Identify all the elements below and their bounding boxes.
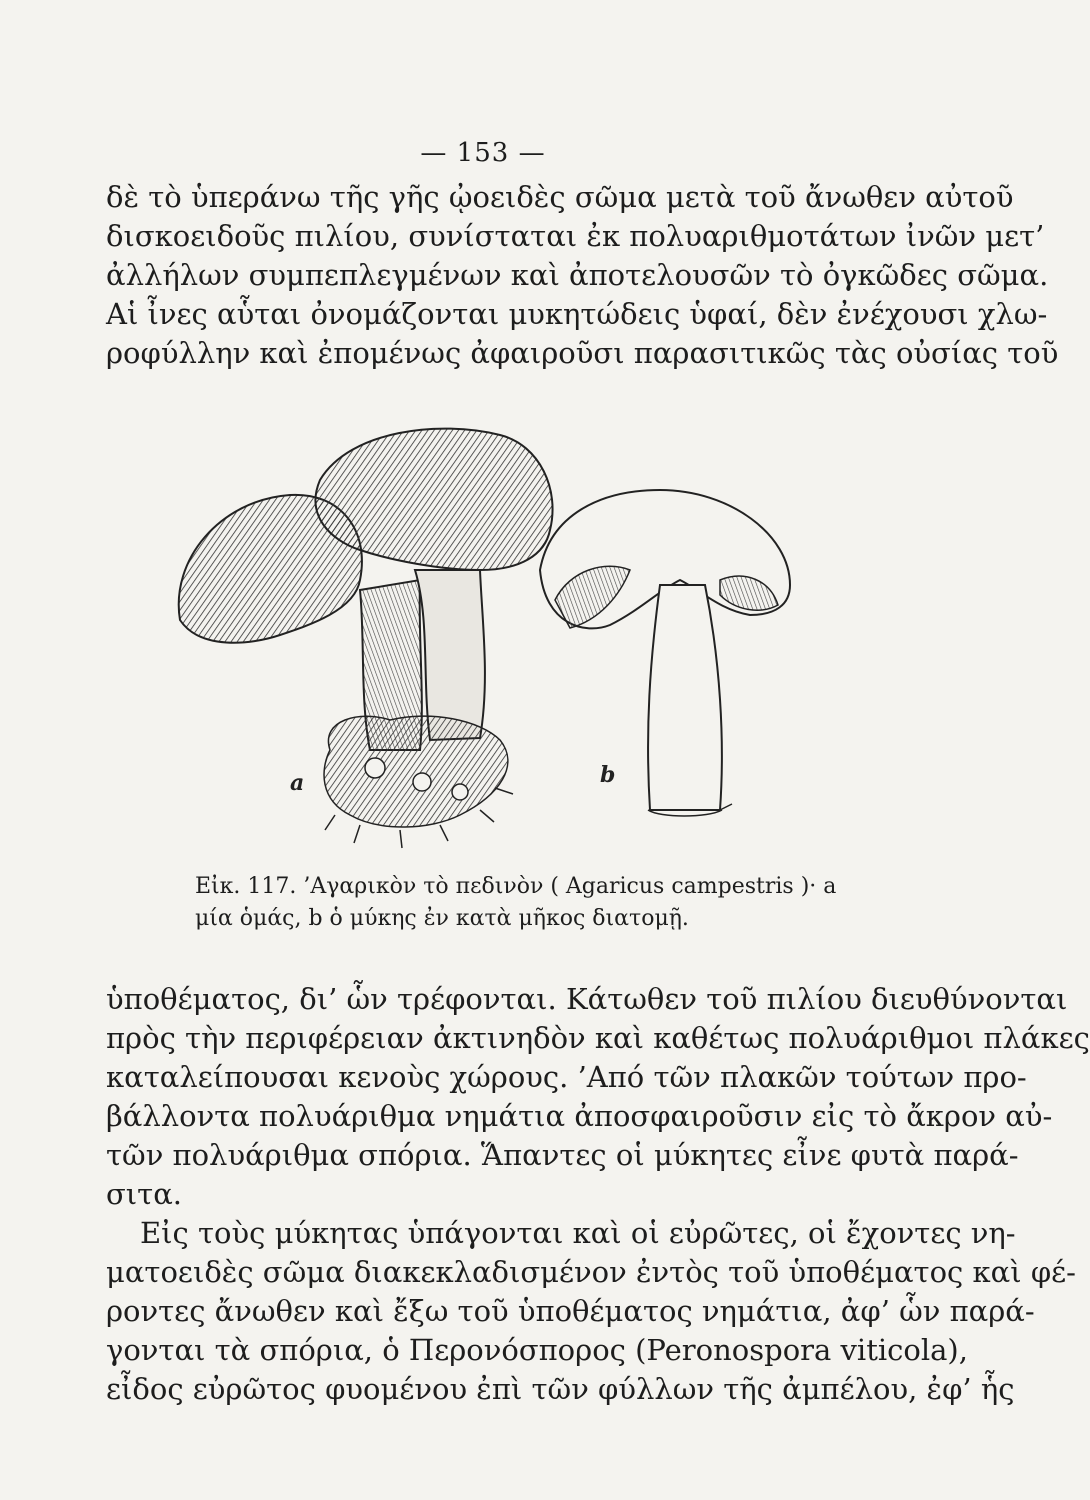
text-line: βάλλοντα πολυάριθμα νημάτια ἀποσφαιροῦσιν εἰς τὸ ἄκρον αὐ- <box>106 1099 1053 1133</box>
text-line: Εἰς τοὺς μύκητας ὑπάγονται καὶ οἱ εὐρῶτες, οἱ ἔχοντες νη- <box>140 1216 1016 1250</box>
text-line: ὑποθέματος, δι’ ὧν τρέφονται. Κάτωθεν τοῦ πιλίου διευθύνονται <box>106 982 1068 1016</box>
text-line: ἀλλήλων συμπεπλεγμένων καὶ ἀποτελουσῶν τὸ ὀγκῶδες σῶμα. <box>106 258 1049 292</box>
text-line: ροντες ἄνωθεν καὶ ἔξω τοῦ ὑποθέματος νημάτια, ἀφ’ ὧν παρά- <box>106 1294 1035 1328</box>
text-line: ματοειδὲς σῶμα διακεκλαδισμένον ἐντὸς τοῦ ὑποθέματος καὶ φέ- <box>106 1255 1076 1289</box>
agaricus-engraving <box>160 420 820 860</box>
text-line: εἶδος εὐρῶτος φυομένου ἐπὶ τῶν φύλλων τῆς ἀμπέλου, ἐφ’ ἧς <box>106 1372 1015 1406</box>
text-line: δὲ τὸ ὑπεράνω τῆς γῆς ᾠοειδὲς σῶμα μετὰ τοῦ ἄνωθεν αὐτοῦ <box>106 180 1014 214</box>
text-line: Αἱ ἶνες αὗται ὀνομάζονται μυκητώδεις ὑφαί, δὲν ἐνέχουσι χλω- <box>106 297 1048 331</box>
caption-line: Εἰκ. 117. ’Αγαρικὸν τὸ πεδινὸν ( Agaricus campestris )· a <box>195 874 837 899</box>
figure-label-b: b <box>600 762 616 788</box>
figure-label-a: a <box>290 770 305 796</box>
text-line: ροφύλλην καὶ ἐπομένως ἀφαιροῦσι παρασιτικῶς τὰς οὐσίας τοῦ <box>106 336 1059 370</box>
mushroom-illustration <box>160 420 820 860</box>
text-line: τῶν πολυάριθμα σπόρια. Ἅπαντες οἱ μύκητες εἶνε φυτὰ παρά- <box>106 1138 1019 1172</box>
text-line: πρὸς τὴν περιφέρειαν ἀκτινηδὸν καὶ καθέτως πολυάριθμοι πλάκες <box>106 1021 1090 1055</box>
text-line: καταλείπουσαι κενοὺς χώρους. ’Από τῶν πλακῶν τούτων προ- <box>106 1060 1027 1094</box>
text-line: δισκοειδοῦς πιλίου, συνίσταται ἐκ πολυαριθμοτάτων ἰνῶν μετ’ <box>106 219 1045 253</box>
caption-line: μία ὁμάς, b ὁ μύκης ἐν κατὰ μῆκος διατομῇ. <box>195 906 689 931</box>
page-number: — 153 — <box>420 138 546 168</box>
text-line: γονται τὰ σπόρια, ὁ Περονόσπορος (Peronospora viticola), <box>106 1333 968 1367</box>
text-line: σιτα. <box>106 1177 183 1211</box>
